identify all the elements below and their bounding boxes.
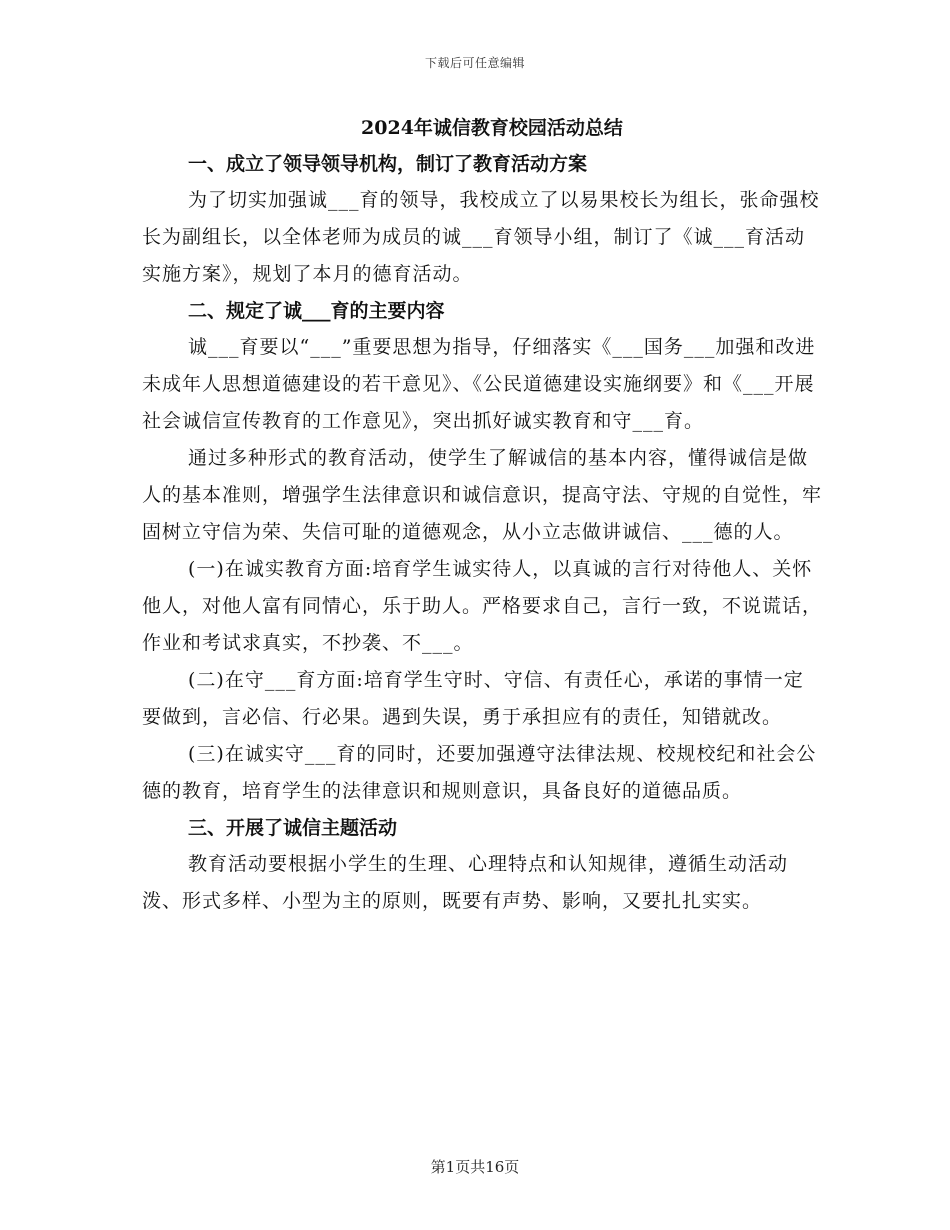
section-2-paragraph-1: 诚___育要以“___”重要思想为指导，仔细落实《___国务___加强和改进未成年人思想道德建设的若干意见》、《公民道德建设实施纲要》和《___开展社会诚信宣传教育的工作意见》，突出抓好诚实教育和守___育。 [142, 336, 816, 432]
section-2-paragraph-4: (二)在守___育方面:培育学生守时、守信、有责任心，承诺的事情一定要做到，言必信、行必果。遇到失误，勇于承担应有的责任，知错就改。 [142, 669, 804, 728]
document-title: 2024年诚信教育校园活动总结 [361, 117, 623, 139]
page-number-footer: 第1页共16页 [430, 1158, 520, 1176]
section-2-paragraph-2: 通过多种形式的教育活动，使学生了解诚信的基本内容，懂得诚信是做人的基本准则，增强学生法律意识和诚信意识，提高守法、守规的自觉性，牢固树立守信为荣、失信可耻的道德观念，从小立志做讲诚信、___德的人。 [142, 447, 823, 543]
section-1-heading: 一、成立了领导领导机构，制订了教育活动方案 [188, 153, 588, 175]
page-header-note: 下载后可任意编辑 [424, 56, 525, 70]
section-1-paragraph-1: 为了切实加强诚___育的领导，我校成立了以易果校长为组长，张命强校长为副组长，以全体老师为成员的诚___育领导小组，制订了《诚___育活动实施方案》，规划了本月的德育活动。 [142, 189, 820, 285]
section-2-paragraph-3: (一)在诚实教育方面:培育学生诚实待人，以真诚的言行对待他人、关怀他人，对他人富有同情心，乐于助人。严格要求自己，言行一致，不说谎话，作业和考试求真实，不抄袭、不___。 [142, 558, 823, 654]
section-2-heading: 二、规定了诚___育的主要内容 [188, 300, 445, 322]
section-2-paragraph-5: (三)在诚实守___育的同时，还要加强遵守法律法规、校规校纪和社会公德的教育，培育学生的法律意识和规则意识，具备良好的道德品质。 [142, 743, 817, 802]
section-3-paragraph-1: 教育活动要根据小学生的生理、心理特点和认知规律，遵循生动活动泼、形式多样、小型为主的原则，既要有声势、影响，又要扎扎实实。 [142, 853, 789, 912]
document-body [142, 110, 822, 920]
section-3-heading: 三、开展了诚信主题活动 [188, 817, 398, 839]
